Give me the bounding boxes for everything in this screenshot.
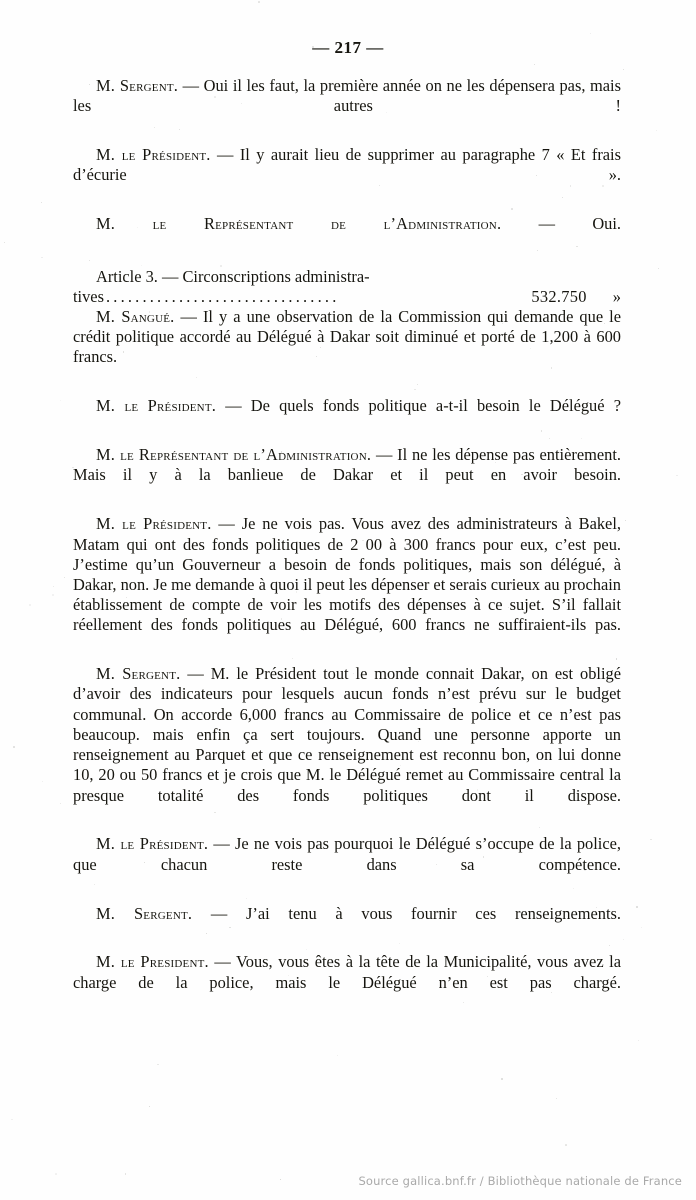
speech-text: Oui.: [592, 214, 621, 234]
budget-entry-amount: 532.750: [531, 286, 587, 306]
speech-dash: —: [178, 76, 204, 95]
page-folio: — 217 —: [312, 38, 384, 57]
dot-leader: ................................: [105, 286, 340, 306]
speech-paragraph: [73, 445, 621, 506]
speech-dash: —: [371, 445, 398, 465]
speaker-name: M. le Président.: [96, 834, 209, 854]
speech-dash: —: [208, 834, 236, 854]
source-attribution: Source gallica.bnf.fr / Bibliothèque nationale de France: [358, 1174, 682, 1188]
speech-text: Il y aurait lieu de supprimer au paragraphe 7 « Et frais d’écurie ».: [73, 145, 621, 185]
speech-text: Vous, vous êtes à la tête de la Municipalité, vous avez la charge de la police, mais le Délégué n’en est pas chargé.: [73, 952, 621, 992]
speaker-name: M. Sergent.: [96, 664, 181, 684]
speaker-name: M. le Président.: [96, 145, 211, 165]
speech-paragraph: [73, 834, 621, 895]
speaker-name: M. Sangué.: [96, 307, 175, 327]
text-block: [73, 76, 621, 1013]
speech-paragraph: [73, 145, 621, 206]
speech-text: Je ne vois pas. Vous avez des administrateurs à Bakel, Matam qui ont des fonds politiques de 2 00 à 300 francs pour eux, c’est peu. J’estime qu’un Gouverneur a besoin de fonds politiques, mais son délégué, à Dakar, non. Je me demande à quoi il peut les dépenser et serais curieux au prochain établissement de compte de voir les motifs des dépenses à ce sujet. S’il fallait réellement des fonds politiques au Délégué, 600 francs ne suffiraient-ils pas.: [73, 514, 621, 635]
speech-text: J’ai tenu à vous fournir ces renseignements.: [246, 903, 621, 923]
budget-entry-row: [73, 287, 621, 307]
speech-text: Je ne vois pas pourquoi le Délégué s’occupe de la police, que chacun reste dans sa compétence.: [73, 834, 622, 874]
speech-dash: —: [192, 903, 247, 923]
speech-text: Il y a une observation de la Commission qui demande que le crédit politique accordé au Délégué à Dakar soit diminué et porté de 1,200 à 600 francs.: [73, 307, 621, 367]
speaker-name: M. le Président.: [96, 514, 212, 534]
speech-dash: —: [501, 214, 593, 234]
speech-dash: —: [210, 145, 240, 165]
speech-paragraph: [73, 514, 621, 655]
speech-paragraph: [73, 76, 621, 137]
speech-dash: —: [180, 664, 211, 684]
speaker-name: M. le Représentant de l’Administration.: [96, 214, 502, 234]
speech-dash: —: [208, 952, 237, 972]
speech-text: Oui il les faut, la première année on ne les dépensera pas, mais les autres !: [73, 76, 621, 116]
ditto-mark: »: [612, 286, 621, 306]
speech-dash: —: [216, 396, 251, 416]
speech-paragraph: [73, 664, 621, 826]
speech-paragraph: [73, 952, 621, 1013]
speech-dash: —: [174, 307, 203, 327]
speaker-name: M. Sergent.: [96, 76, 179, 95]
speech-text: De quels fonds politique a-t-il besoin le Délégué ?: [250, 396, 621, 416]
speech-paragraph: [73, 396, 621, 436]
speech-paragraph: [73, 214, 621, 254]
speech-dash: —: [211, 514, 242, 534]
budget-entry-label: tives: [73, 286, 104, 306]
budget-entry: [73, 267, 621, 307]
budget-entry-heading: Article 3. — Circonscriptions administra-: [96, 266, 370, 286]
speech-text: Il ne les dépense pas entièrement. Mais il y à la banlieue de Dakar et il peut en avoir besoin.: [73, 445, 621, 485]
speaker-name: M. le Représentant de l’Administration.: [96, 445, 372, 465]
speaker-name: M. Sergent.: [96, 903, 193, 923]
speech-text: M. le Président tout le monde connait Dakar, on est obligé d’avoir des indicateurs pour lesquels aucun fonds n’est prévu sur le budget communal. On accorde 6,000 francs au Commissaire de police et ce n’est pas beaucoup. mais enfin ça sert toujours. Quand une personne apporte un renseignement au Parquet et que ce renseignement est reconnu bon, on lui donne 10, 20 ou 50 francs et je crois que M. le Délégué remet au Commissaire central la presque totalité des fonds politiques dont il dispose.: [73, 664, 621, 805]
speaker-name: M. le President.: [96, 952, 209, 972]
speech-paragraph: [73, 307, 621, 388]
speaker-name: M. le Président.: [96, 396, 217, 416]
speech-paragraph: [73, 904, 621, 944]
